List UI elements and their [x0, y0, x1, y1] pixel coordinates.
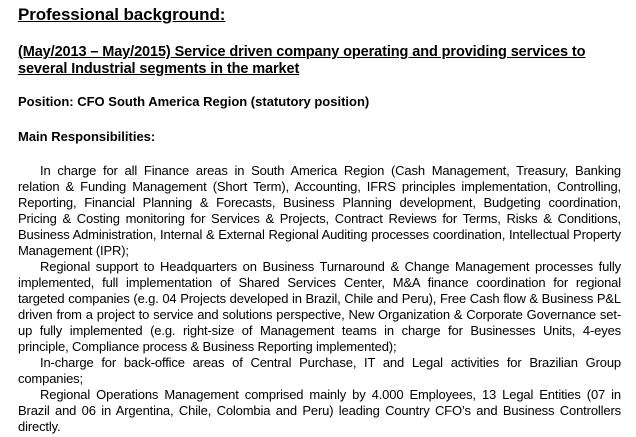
responsibility-item	[18, 259, 621, 355]
responsibility-item	[18, 163, 621, 259]
responsibility-text: Regional support to Headquarters on Business Turnaround & Change Management processes fully implemented, full implementation of Shared Services Center, M&A finance coordination for regional targeted companies (e.g. 04 Projects developed in Brazil, Chile and Peru), Free Cash flow & Business P&L driven from a project to service and solutions perspective, New Organization & Corporate Governance set-up fully implemented (e.g. right-size of Management teams in charge for Businesses Units, 4-eyes principle, Compliance process & Business Reporting implemented);	[18, 259, 621, 354]
responsibility-text: In charge for all Finance areas in South America Region (Cash Management, Treasury, Banking relation & Funding Management (Short Term), Accounting, IFRS principles implementation, Controlling, Reporting, Financial Planning & Forecasts, Business Planning development, Budgeting coordination, Pricing & Costing monitoring for Services & Projects, Contract Reviews for Terms, Risks & Conditions, Business Administration, Internal & External Regional Auditing processes coordination, Intellectual Property Management (IPR);	[18, 163, 621, 258]
bullet-icon	[0, 387, 8, 403]
bullet-icon	[0, 355, 8, 371]
responsibility-item	[18, 387, 621, 435]
section-heading: Professional background:	[18, 5, 226, 24]
responsibility-item	[18, 355, 621, 387]
responsibility-text: In-charge for back-office areas of Central Purchase, IT and Legal activities for Brazilian Group companies;	[18, 355, 621, 386]
responsibilities-list	[18, 163, 621, 435]
bullet-icon	[0, 163, 8, 179]
bullet-icon	[0, 259, 8, 275]
employment-period-heading: (May/2013 – May/2015) Service driven company operating and providing services to several Industrial segments in the market	[18, 44, 586, 77]
position-title: Position: CFO South America Region (statutory position)	[18, 94, 370, 109]
responsibility-text: Regional Operations Management comprised mainly by 4.000 Employees, 13 Legal Entities (07 in Brazil and 06 in Argentina, Chile, Colombia and Peru) leading Country CFO’s and Business Controllers directly.	[18, 387, 621, 434]
responsibilities-heading: Main Responsibilities:	[18, 129, 156, 144]
